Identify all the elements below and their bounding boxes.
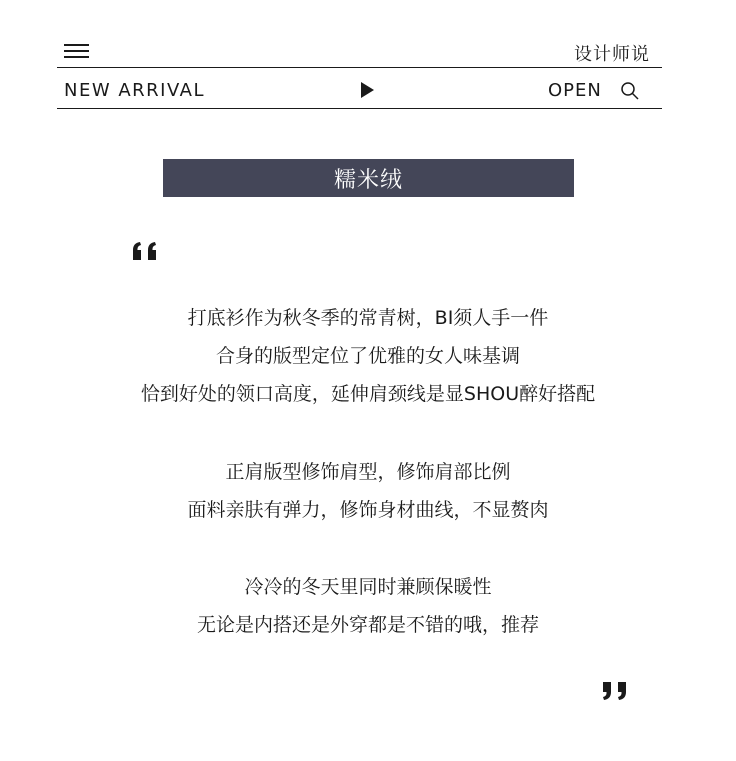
new-arrival-label: NEW ARRIVAL	[64, 80, 205, 101]
fabric-title: 糯米绒	[333, 167, 403, 193]
search-icon[interactable]	[620, 81, 640, 101]
close-quote-icon	[598, 680, 630, 712]
fabric-title-banner	[163, 159, 574, 197]
open-quote-icon	[130, 230, 162, 262]
text-line: 面料亲肤有弹力，修饰身材曲线，不显赘肉	[187, 499, 549, 521]
text-line: 冷冷的冬天里同时兼顾保暖性	[244, 576, 492, 598]
paragraph-3	[0, 568, 736, 644]
paragraph-1	[0, 299, 736, 413]
play-icon[interactable]	[361, 82, 374, 98]
text-line: 无论是内搭还是外穿都是不错的哦，推荐	[196, 614, 539, 636]
paragraph-2	[0, 453, 736, 529]
header-divider-top	[57, 67, 662, 68]
text-line: 打底衫作为秋冬季的常青树，BI须人手一件	[187, 307, 549, 329]
header-divider-bottom	[57, 108, 662, 109]
hamburger-menu-icon[interactable]	[64, 44, 89, 60]
text-line: 正肩版型修饰肩型，修饰肩部比例	[225, 461, 511, 483]
text-line: 恰到好处的领口高度，延伸肩颈线是显SHOU醉好搭配	[140, 383, 596, 405]
open-button[interactable]: OPEN	[548, 80, 602, 101]
text-line: 合身的版型定位了优雅的女人味基调	[215, 345, 520, 367]
designer-says-label: 设计师说	[574, 44, 650, 65]
